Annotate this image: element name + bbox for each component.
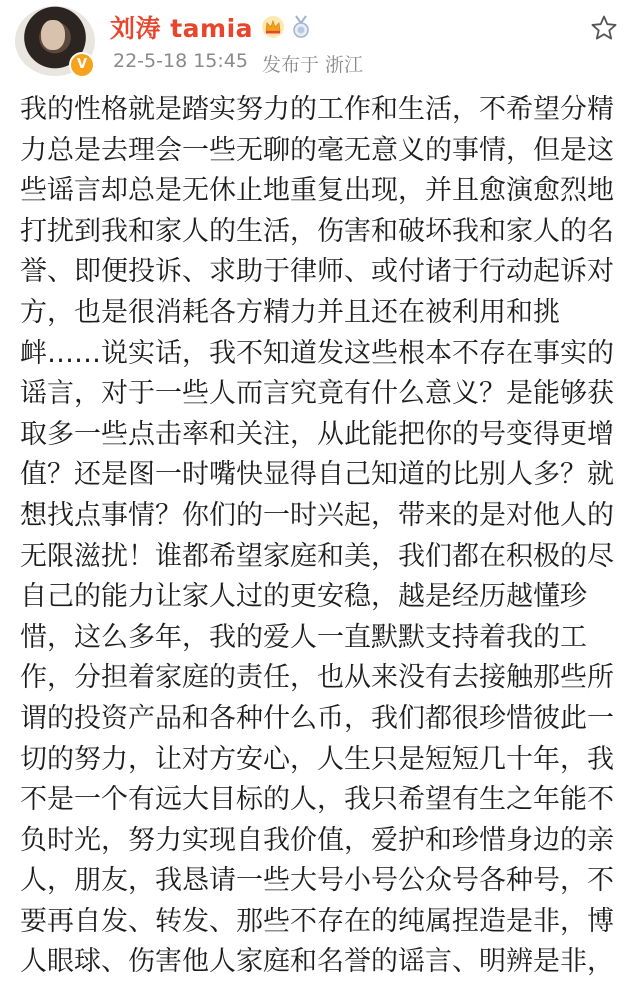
post-line: 谣言，对于一些人而言究竟有什么意义？是能够获: [20, 378, 614, 410]
post-line: 打扰到我和家人的生活，伤害和破坏我和家人的名: [20, 215, 614, 247]
crown-icon: [261, 15, 285, 39]
post-line: 方，也是很消耗各方精力并且还在被利用和挑: [20, 296, 560, 328]
post-line: 誉、即便投诉、求助于律师、或付诸于行动起诉对: [20, 256, 614, 288]
post-timestamp: 22-5-18 15:45: [113, 50, 248, 72]
post-line: 惜，这么多年，我的爱人一直默默支持着我的工: [20, 621, 587, 653]
post-line: 不是一个有远大目标的人，我只希望有生之年能不: [20, 784, 614, 816]
post-line: 要再自发、转发、那些不存在的纯属捏造是非，博: [20, 905, 614, 937]
post-line: 自己的能力让家人过的更安稳，越是经历越懂珍: [20, 581, 587, 613]
post-line: 人，朋友，我恳请一些大号小号公众号各种号，不: [20, 865, 614, 897]
verified-badge-icon: V: [69, 52, 95, 78]
avatar-face: [41, 20, 65, 50]
post-line: 人眼球、伤害他人家庭和名誉的谣言、明辨是非，: [20, 946, 614, 978]
post-body: [20, 90, 624, 983]
post-line: 切的努力，让对方安心，人生只是短短几十年，我: [20, 743, 614, 775]
post-header: [0, 0, 640, 88]
post-line: 值？还是图一时嘴快显得自己知道的比别人多？就: [20, 459, 614, 491]
post-line: 无限滋扰！谁都希望家庭和美，我们都在积极的尽: [20, 540, 614, 572]
post-line: 想找点事情？你们的一时兴起，带来的是对他人的: [20, 499, 614, 531]
post-line: 些谣言却总是无休止地重复出现，并且愈演愈烈地: [20, 175, 614, 207]
post-line: 衅……说实话，我不知道发这些根本不存在事实的: [20, 337, 614, 369]
post-location: 发布于 浙江: [261, 54, 363, 76]
post-line: 谓的投资产品和各种什么币，我们都很珍惜彼此一: [20, 702, 614, 734]
post-line: 我的性格就是踏实努力的工作和生活，不希望分精: [20, 94, 614, 125]
medal-icon: [291, 15, 311, 39]
post-line: 力总是去理会一些无聊的毫无意义的事情，但是这: [20, 134, 614, 166]
post-line: 取多一些点击率和关注，从此能把你的号变得更增: [20, 418, 614, 450]
post-line: 负时光，努力实现自我价值，爱护和珍惜身边的亲: [20, 824, 614, 856]
star-icon[interactable]: [590, 14, 618, 42]
author-row: [110, 10, 311, 44]
avatar[interactable]: [15, 6, 95, 76]
author-name[interactable]: 刘涛 tamia: [110, 14, 254, 43]
post-line: 作，分担着家庭的责任，也从来没有去接触那些所: [20, 662, 614, 694]
post-meta: [113, 50, 363, 77]
